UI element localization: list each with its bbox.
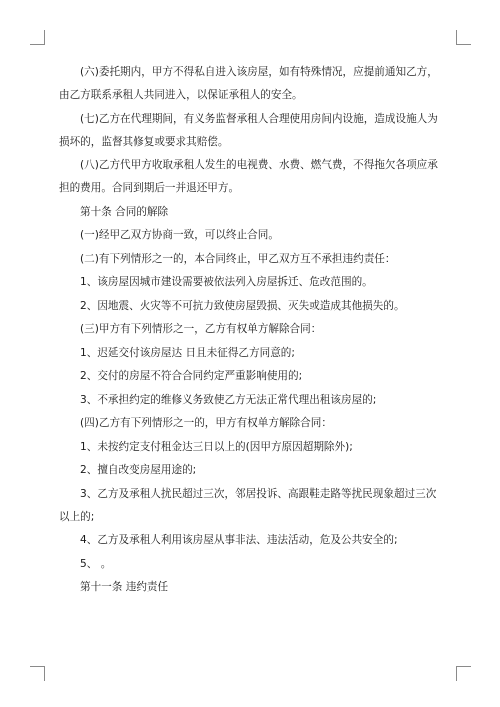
clause-8-paragraph: (八)乙方代甲方收取承租人发生的电视费、水费、燃气费，不得拖欠各项应承担的费用。合同到期后一并退还甲方。 <box>59 159 438 194</box>
section-heading-10: 第十条 合同的解除 <box>80 205 169 218</box>
crop-mark-bottom-left <box>30 666 45 681</box>
clause-7-paragraph: (七)乙方在代理期间，有义务监督承租人合理使用房间内设施，造成设施人为损坏的，监督其修复或要求其赔偿。 <box>59 112 438 148</box>
clause-6-paragraph: (六)委托期内，甲方不得私自进入该房屋，如有特殊情况，应提前通知乙方，由乙方联系承租人共同进入，以保证承租人的安全。 <box>59 66 438 101</box>
crop-mark-top-left <box>30 30 45 45</box>
section-heading-11: 第十一条 违约责任 <box>80 581 169 593</box>
party-b-breach-1: 1、未按约定支付租金达三日以上的(因甲方原因超期除外); <box>80 440 353 453</box>
termination-sub-1: 1、该房屋因城市建设需要被依法列入房屋拆迁、危改范围的。 <box>80 276 373 288</box>
termination-item-1: (一)经甲乙双方协商一致，可以终止合同。 <box>80 229 279 241</box>
party-b-breach-2: 2、擅自改变房屋用途的; <box>80 464 197 476</box>
crop-mark-bottom-right <box>456 666 471 681</box>
party-b-breach-4: 4、乙方及承租人利用该房屋从事非法、违法活动，危及公共安全的; <box>80 534 398 546</box>
document-page <box>59 61 446 600</box>
termination-item-4: (四)乙方有下列情形之一的，甲方有权单方解除合同： <box>80 417 332 429</box>
termination-sub-2: 2、因地震、火灾等不可抗力致使房屋毁损、灭失或造成其他损失的。 <box>80 299 405 312</box>
party-b-breach-3: 3、乙方及承租人扰民超过三次，邻居投诉、高跟鞋走路等扰民现象超过三次以上的; <box>59 487 437 523</box>
party-a-breach-2: 2、交付的房屋不符合合同约定严重影响使用的; <box>80 370 303 382</box>
party-b-breach-5: 5、 。 <box>80 557 112 570</box>
termination-item-2: (二)有下列情形之一的，本合同终止，甲乙双方互不承担违约责任： <box>80 252 396 265</box>
termination-item-3: (三)甲方有下列情形之一，乙方有权单方解除合同： <box>80 323 322 335</box>
crop-mark-top-right <box>456 30 471 45</box>
party-a-breach-1: 1、迟延交付该房屋达 日且未征得乙方同意的; <box>80 346 295 359</box>
party-a-breach-3: 3、不承担约定的维修义务致使乙方无法正常代理出租该房屋的; <box>80 393 377 406</box>
